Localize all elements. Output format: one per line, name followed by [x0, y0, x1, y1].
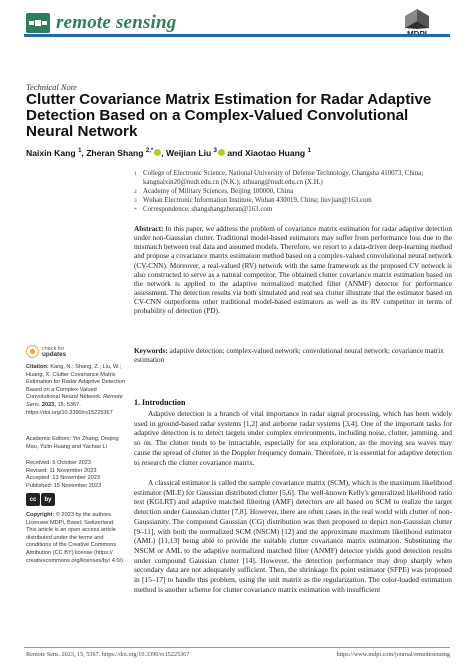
author-name[interactable]: Weijian Liu: [166, 148, 212, 158]
abstract: [134, 225, 452, 317]
body-paragraph: A classical estimator is called the sample covariance matrix (SCM), which is the maximum likelihood estimator (MLE) for Gaussian distributed clutter [5,6]. The well-known Kelly's generalized likelihood ratio test (KGLRT) and adaptive matched filtering (AMF) detectors are all based on SCM to realize the target detection under Gaussian clutter [7,8]. However, there are often cases in the real world with clutter of non-Gaussianity. The compound Gaussian (CG) distribution was then proposed to depict non-Gaussian clutter [9–11], with both the normalized SCM (NSCM) [12] and the approximate maximum likelihood estimator (AML) [11,13] being able to provide the suitable clutter covariance matrix estimation. Substituting the NSCM or AML to the adaptive normalized matched filter (ANMF) detector yields good detection results under compound Gaussian clutter [14]. However, the detection performance may drop sharply when secondary data are not adequately sufficient. Then, the shrinkage fix point estimator (SFPE) was proposed in [15–17] to handle this problem, using the unit matrix as the regularization. The color-loaded estimation method is another scheme for clutter covariance matrix estimation with insufficient: [134, 478, 452, 594]
academic-editors: Academic Editors: Yin Zhang, Deqing Mao, Yulin Huang and Yachao Li: [26, 436, 119, 450]
journal-name: remote sensing: [56, 12, 177, 33]
by-icon: by: [41, 493, 55, 506]
date-accepted: Accepted: 13 November 2023: [26, 475, 101, 482]
author-affiliation-mark: 1: [78, 148, 82, 155]
author-name[interactable]: Xiaotao Huang: [245, 148, 306, 158]
abstract-label: Abstract:: [134, 225, 164, 233]
date-revised: Revised: 11 November 2023: [26, 467, 97, 474]
check-updates-icon: [26, 345, 39, 358]
orcid-icon[interactable]: [218, 149, 225, 156]
page-footer: [26, 651, 450, 658]
orcid-icon[interactable]: [154, 149, 161, 156]
journal-logo[interactable]: [26, 12, 177, 34]
updates-label: updates: [42, 350, 67, 358]
affiliation-text: Correspondence: shangshangzheran@163.com: [143, 206, 273, 213]
author-name[interactable]: Naixin Kang: [26, 148, 76, 158]
author-affiliation-mark: 3: [213, 148, 217, 155]
cc-license-badge[interactable]: [26, 493, 55, 506]
mdpi-logo-icon: [404, 8, 430, 30]
affiliation-number: *: [134, 207, 137, 213]
date-published: Published: 15 November 2023: [26, 482, 102, 489]
article-title: Clutter Covariance Matrix Estimation for Radar Adaptive Detection Based on a Complex-Valued Convolutional Neural Network: [26, 91, 432, 141]
header-divider: [24, 34, 450, 37]
author-affiliation-mark: 2,*: [145, 148, 154, 155]
copyright-block: [26, 512, 126, 565]
author-list: Naixin Kang $^1$, Zheran Shang $^{2,*}$ , Weijian Liu $^3$ and Xiaotao Huang $^1$: [26, 148, 311, 158]
citation-block: [26, 364, 126, 417]
affiliation-text: College of Electronic Science, National University of Defense Technology, Changsha 410073, China; kangnaixin20@nudt.edu.cn (N.K.); xthuang@nudt.edu.cn (X.H.): [143, 170, 424, 186]
citation-label: Citation:: [26, 364, 49, 370]
affiliation-number: 2: [134, 189, 137, 195]
citation-doi-link[interactable]: 15, 5367. https://doi.org/10.3390/rs15225367: [26, 401, 113, 416]
copyright-label: Copyright:: [26, 512, 55, 518]
journal-logo-icon: [26, 13, 50, 33]
keywords: [134, 347, 452, 365]
keywords-label: Keywords:: [134, 347, 168, 355]
author-affiliation-mark: 1: [307, 148, 311, 155]
article-type: Technical Note: [26, 82, 77, 92]
affiliation-text: Academy of Military Sciences, Beijing 100000, China: [143, 188, 294, 195]
footer-divider: [24, 647, 450, 648]
affiliation-text: Wuhan Electronic Information Institute, Wuhan 430019, China; liuvjian@163.com: [143, 197, 372, 204]
cc-icon: cc: [26, 493, 40, 506]
affiliation-number: 1: [134, 171, 137, 177]
publication-dates: [26, 460, 126, 490]
author-name[interactable]: Zheran Shang: [86, 148, 144, 158]
footer-citation[interactable]: Remote Sens. 2023, 15, 5367. https://doi.org/10.3390/rs15225367: [26, 651, 190, 658]
copyright-text: © 2023 by the authors. Licensee MDPI, Basel, Switzerland. This article is an open access article distributed under the terms and conditions of the Creative Commons Attribution (CC BY) license (https:// creativecommons.org/licenses/by/ 4.0/).: [26, 512, 125, 564]
citation-text: Kang, N.; Shang, Z.; Liu, W.; Huang, X. Clutter Covariance Matrix Estimation for Radar Adaptive Detection Based on a Complex-Valued Convolutional Neural Network.: [26, 364, 126, 401]
updates-check-text: check for: [42, 345, 65, 352]
section-heading: 1. Introduction: [134, 398, 186, 407]
citation-journal: Remote Sens.: [26, 394, 123, 408]
keywords-text: adaptive detection; complex-valued network; convolutional neural network; covariance matrix estimation: [134, 347, 444, 365]
affiliation-number: 3: [134, 198, 137, 204]
body-paragraph: Adaptive detection is a branch of vital importance in radar signal processing, which has been widely used in ground-based radar systems [1,2] and airborne radar systems [3,4]. One of the important tasks for adaptive detection is to detect targets under complex environments, including noise, clutter, jamming, and so on. The clutter tends to be intractable, especially for sea exploration, as the moving sea waves may cause the spread of clutter in the Doppler frequency domain. Therefore, it is essential for adaptive detection to research the clutter covariance matrix.: [134, 409, 452, 467]
check-for-updates-button[interactable]: [26, 345, 66, 358]
citation-year: 2023,: [41, 401, 56, 408]
footer-journal-link[interactable]: https://www.mdpi.com/journal/remotesensing: [336, 651, 450, 658]
date-received: Received: 6 October 2023: [26, 460, 91, 466]
abstract-text: In this paper, we address the problem of covariance matrix estimation for radar adaptive detection under non-Gaussian clutter. Traditional model-based estimators may suffer from performance loss due to the mismatch between real data and assumed models. Therefore, we resort to a data-driven deep-learning method and propose a covariance matrix estimation method based on a complex-valued convolutional neural network (CV-CNN). Moreover, a real-valued (RV) network with the same framework as the proposed CV network is also constructed to serve as a natural competitor. The obtained clutter covariance matrix estimation based on the network is applied to the adaptive normalized matched filter (ANMF) detector for performance assessment. The detection results via both simulated and real sea clutter illustrate that the estimator based on CV-CNN outperforms other traditional model-based estimators as well as its RV competitor in terms of probability of detection (PD).: [134, 225, 452, 316]
